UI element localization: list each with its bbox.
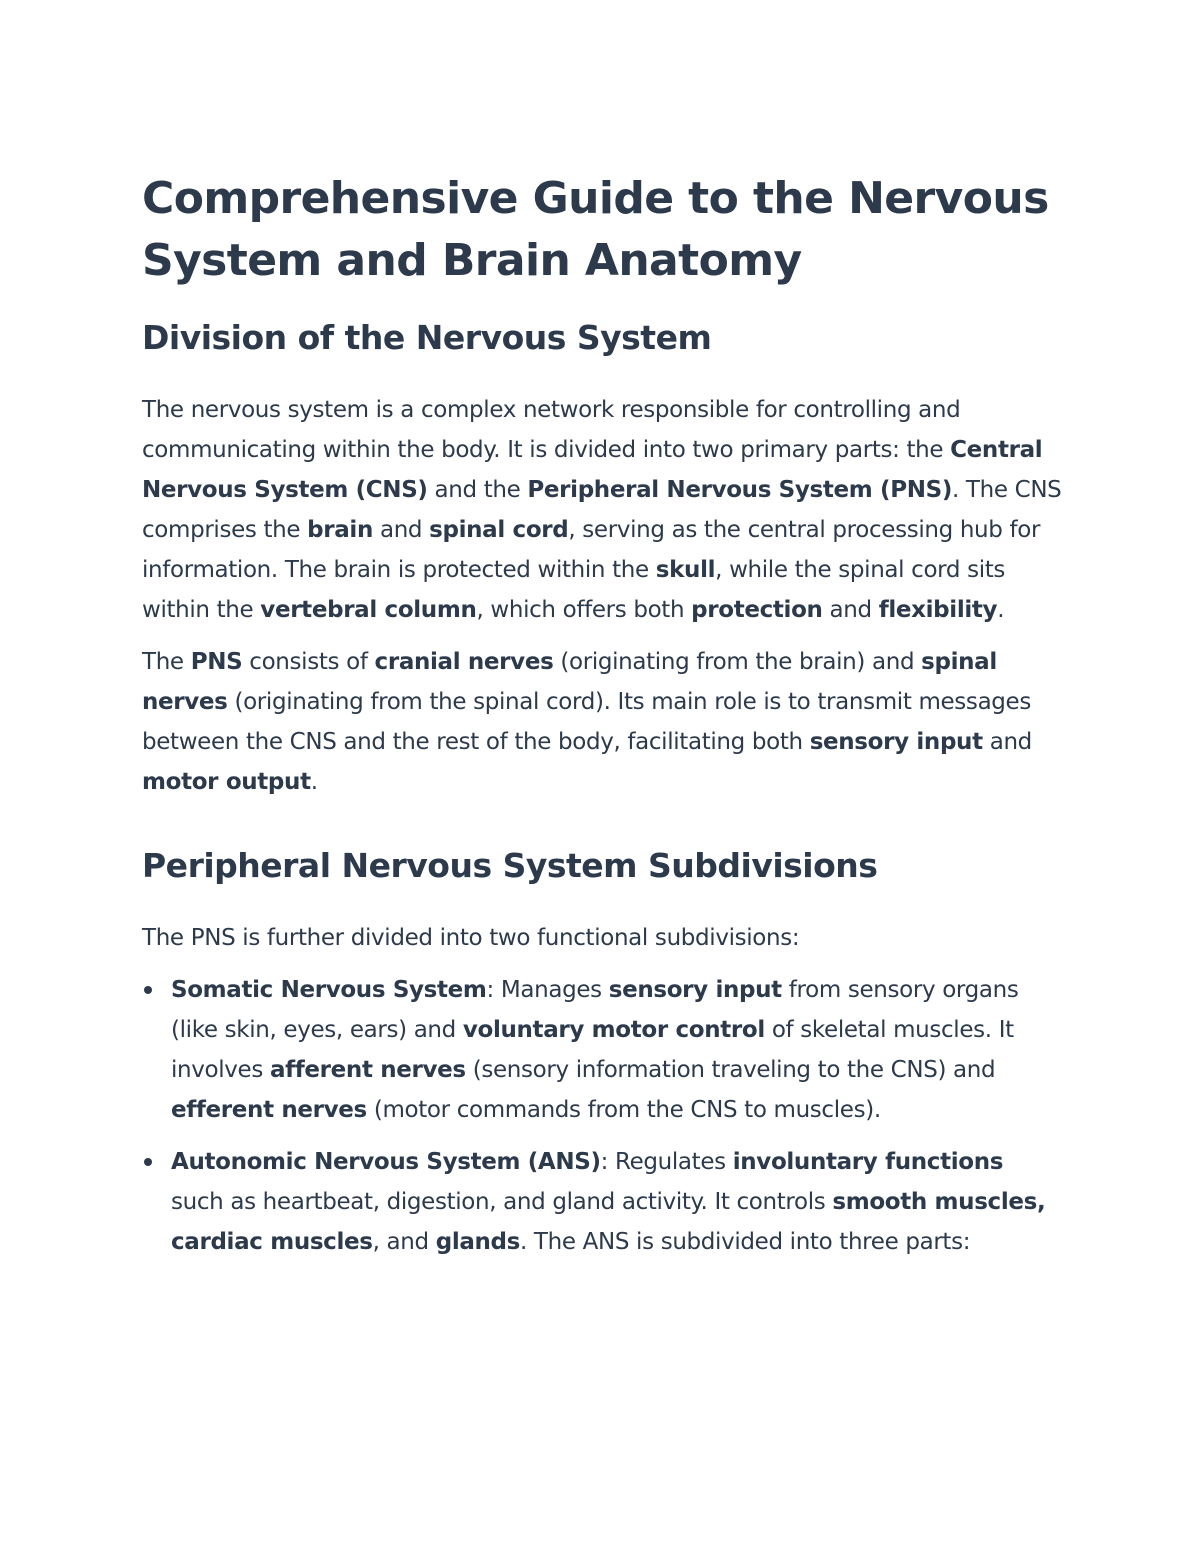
bullet-dot-icon bbox=[144, 986, 152, 994]
text-run: , and bbox=[372, 1229, 436, 1255]
text-run: : Regulates bbox=[600, 1149, 733, 1175]
text-run: (originating from the spinal cord). Its main role is to transmit messages between the CNS and the rest of the body, facilitating both bbox=[142, 689, 1031, 755]
text-run: . The CNS comprises the bbox=[142, 477, 1062, 543]
bold-term: brain bbox=[307, 517, 373, 543]
document-title: Comprehensive Guide to the Nervous System and Brain Anatomy bbox=[142, 173, 1049, 286]
paragraph-pns-intro: The PNS is further divided into two functional subdivisions: bbox=[142, 925, 800, 951]
bold-term: protection bbox=[691, 597, 823, 623]
bold-term: skull bbox=[655, 557, 716, 583]
bold-term: spinal cord bbox=[429, 517, 569, 543]
bold-term: spinal nerves bbox=[142, 649, 997, 715]
bold-term: cranial nerves bbox=[374, 649, 554, 675]
bold-term: vertebral column bbox=[260, 597, 477, 623]
text-run: . bbox=[310, 769, 318, 795]
bold-term: Autonomic Nervous System (ANS) bbox=[171, 1149, 601, 1175]
bold-term: voluntary motor control bbox=[462, 1017, 765, 1043]
bold-term: flexibility bbox=[878, 597, 998, 623]
bold-term: sensory input bbox=[809, 729, 983, 755]
text-run: , which offers both bbox=[476, 597, 692, 623]
section-heading-division: Division of the Nervous System bbox=[142, 318, 712, 357]
bullet-dot-icon bbox=[144, 1158, 152, 1166]
bold-term: Peripheral Nervous System (PNS) bbox=[527, 477, 952, 503]
bold-term: Central Nervous System (CNS) bbox=[142, 437, 1043, 503]
text-run: of skeletal muscles. It involves bbox=[171, 1017, 1014, 1083]
bold-term: Somatic Nervous System bbox=[171, 977, 487, 1003]
text-run: such as heartbeat, digestion, and gland activity. It controls bbox=[171, 1189, 833, 1215]
bold-term: afferent nerves bbox=[269, 1057, 466, 1083]
text-run: The nervous system is a complex network responsible for controlling and communicating within the body. It is divided into two primary parts: the bbox=[142, 397, 961, 463]
text-run: (originating from the brain) and bbox=[553, 649, 922, 675]
document-page bbox=[142, 168, 1062, 1262]
text-run: , serving as the central processing hub for information. The brain is protected within the bbox=[142, 517, 1041, 583]
bold-term: smooth muscles, cardiac muscles bbox=[171, 1189, 1046, 1255]
bold-term: efferent nerves bbox=[171, 1097, 367, 1123]
bold-term: sensory input bbox=[608, 977, 782, 1003]
section-heading-pns-subdivisions: Peripheral Nervous System Subdivisions bbox=[142, 846, 878, 885]
text-run: (sensory information traveling to the CNS) and bbox=[465, 1057, 996, 1083]
paragraph-division-2 bbox=[142, 642, 1062, 802]
text-run: : Manages bbox=[486, 977, 609, 1003]
text-run: . bbox=[997, 597, 1005, 623]
text-run: and the bbox=[427, 477, 528, 503]
bold-term: PNS bbox=[190, 649, 243, 675]
text-run: The bbox=[142, 649, 191, 675]
text-run: , while the spinal cord sits within the bbox=[142, 557, 1006, 623]
text-run: consists of bbox=[242, 649, 375, 675]
subdivision-list bbox=[142, 970, 1062, 1262]
text-run: and bbox=[373, 517, 430, 543]
list-item-autonomic bbox=[142, 1142, 1062, 1262]
bold-term: involuntary functions bbox=[732, 1149, 1004, 1175]
list-item-somatic bbox=[142, 970, 1062, 1130]
paragraph-division-1 bbox=[142, 390, 1062, 630]
text-run: . The ANS is subdivided into three parts: bbox=[520, 1229, 971, 1255]
text-run: from sensory organs (like skin, eyes, ears) and bbox=[171, 977, 1019, 1043]
text-run: (motor commands from the CNS to muscles). bbox=[366, 1097, 881, 1123]
bold-term: glands bbox=[435, 1229, 520, 1255]
bold-term: motor output bbox=[142, 769, 311, 795]
text-run: and bbox=[822, 597, 879, 623]
text-run: and bbox=[982, 729, 1032, 755]
